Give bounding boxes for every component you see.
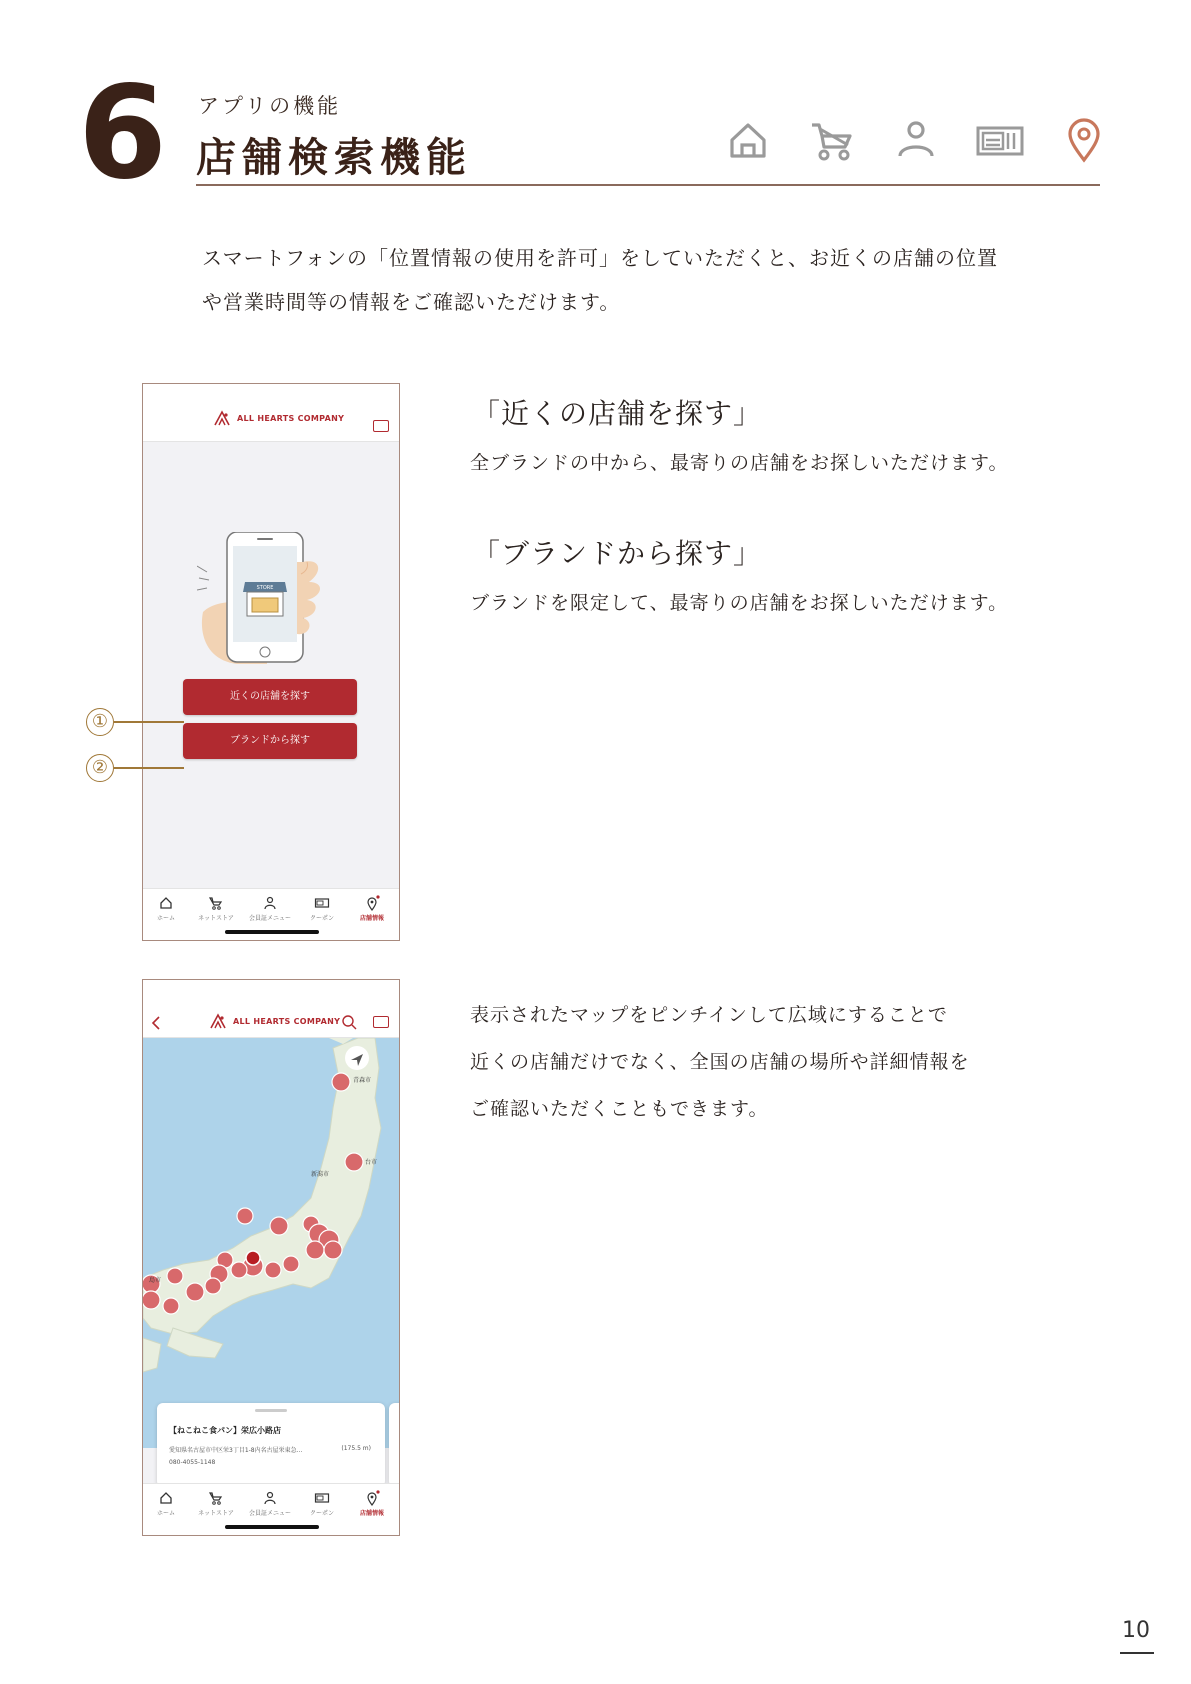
home-indicator [225,1525,319,1529]
phone-hand-illustration [197,532,347,672]
page-number: 10 [1122,1618,1150,1643]
location-pin-icon [364,1490,380,1506]
next-store-card[interactable] [389,1403,400,1487]
store-name: 【ねこねこ食パン】栄広小路店 [169,1426,281,1435]
tab-home[interactable]: ホーム [143,1490,189,1517]
feature-desc-nearby: 全ブランドの中から、最寄りの店舗をお探しいただけます。 [470,452,1009,474]
store-info-card[interactable] [157,1403,385,1487]
feature-heading-nearby: 「近くの店舗を探す」 [472,397,763,430]
store-sign: STORE [256,585,274,591]
map-label: 島市 [149,1277,162,1284]
coupon-icon [314,895,330,911]
brand-logo-icon [209,1013,227,1029]
feature-desc-brand: ブランドを限定して、最寄りの店舗をお探しいただけます。 [470,592,1009,614]
cart-icon [804,112,860,168]
callout-1: ① [86,708,114,736]
find-by-brand-button[interactable]: ブランドから探す [183,723,357,759]
callout-line-1 [114,721,184,723]
phone-screenshot-store-search [142,383,400,941]
tab-member-menu[interactable]: 会員証メニュー [247,1490,293,1517]
callout-2: ② [86,754,114,782]
brand-logo: ALL HEARTS COMPANY [209,1013,340,1029]
back-arrow-icon[interactable] [151,1016,161,1030]
find-nearby-stores-button[interactable]: 近くの店舗を探す [183,679,357,715]
store-phone: 080-4055-1148 [169,1459,216,1466]
map-label: 新潟市 [311,1171,330,1178]
map-label: 台市 [365,1159,378,1166]
location-pin-icon [1056,112,1112,168]
user-icon [262,895,278,911]
tab-store-info[interactable]: 店舗情報 [349,1490,395,1517]
tab-bar [143,888,399,940]
tab-member-menu[interactable]: 会員証メニュー [247,895,293,922]
user-icon [262,1490,278,1506]
tab-home[interactable]: ホーム [143,895,189,922]
map-label: 青森市 [353,1077,372,1084]
member-card-icon[interactable] [373,420,389,432]
app-header [143,980,399,1038]
page-number-rule [1120,1652,1154,1654]
tab-store-info[interactable]: 店舗情報 [349,895,395,922]
store-address: 愛知県名古屋市中区栄3丁目1-8内名古屋栄東急… [169,1447,303,1454]
tab-coupon[interactable]: クーポン [299,895,345,922]
user-icon [888,112,944,168]
map-description: 表示されたマップをピンチインして広域にすることで 近くの店舗だけでなく、全国の店舗の場所や詳細情報を ご確認いただくこともできます。 [470,1004,970,1120]
home-icon [158,1490,174,1506]
store-distance: (175.5 m) [341,1445,371,1452]
search-icon[interactable] [341,1014,357,1030]
tab-net-store[interactable]: ネットストア [193,1490,239,1517]
brand-logo: ALL HEARTS COMPANY [213,410,344,426]
home-icon [158,895,174,911]
cart-icon [208,895,224,911]
page-title: 店舗検索機能 [196,135,472,181]
card-grab-handle[interactable] [255,1409,287,1412]
app-header [143,384,399,442]
coupon-icon [314,1490,330,1506]
tab-net-store[interactable]: ネットストア [193,895,239,922]
intro-text: スマートフォンの「位置情報の使用を許可」をしていただくと、お近くの店舗の位置 や営業時間等の情報をご確認いただけます。 [202,246,998,314]
feature-heading-brand: 「ブランドから探す」 [472,537,763,570]
section-number: 6 [78,59,168,208]
title-divider [196,184,1100,186]
section-subtitle: アプリの機能 [198,94,342,118]
japan-map[interactable] [143,1038,400,1448]
member-card-icon[interactable] [373,1016,389,1028]
home-icon [720,112,776,168]
feature-icon-row [720,112,1100,168]
callout-line-2 [114,767,184,769]
cart-icon [208,1490,224,1506]
tab-bar [143,1483,399,1535]
brand-logo-icon [213,410,231,426]
location-pin-icon [364,895,380,911]
home-indicator [225,930,319,934]
coupon-icon [972,112,1028,168]
phone-screenshot-map [142,979,400,1536]
tab-coupon[interactable]: クーポン [299,1490,345,1517]
